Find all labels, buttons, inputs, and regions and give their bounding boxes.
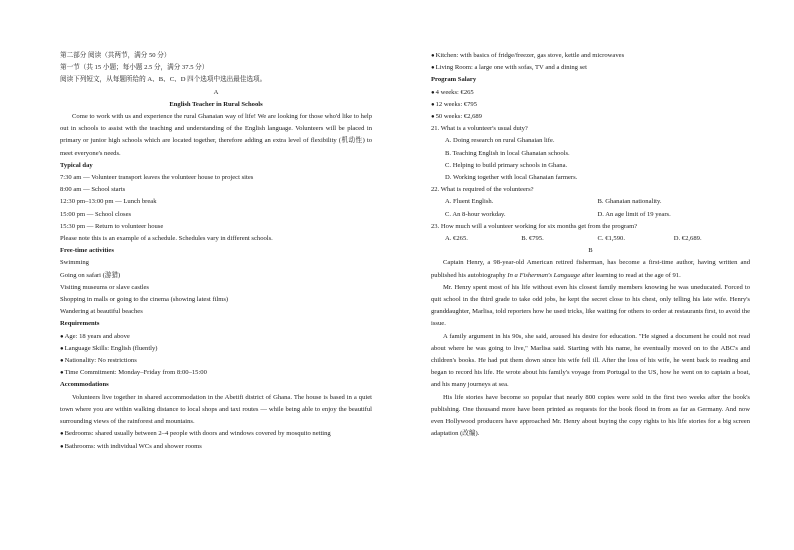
question-22-options-row: [431, 196, 750, 208]
question-21-option: A. Doing research on rural Ghanaian life.: [445, 137, 555, 145]
free-time-item: Swimming: [60, 259, 89, 267]
requirement-item: ● Nationality: No restrictions: [60, 355, 372, 367]
kitchen-item: ● Kitchen: with basics of fridge/freezer, gas stove, kettle and microwaves: [431, 50, 750, 62]
bathrooms-item: ● Bathrooms: with individual WCs and shower rooms: [60, 441, 372, 453]
accommodations-paragraph: Volunteers live together in shared accommodation in the Abetifi district of Ghana. The house is based in a quiet town where you are within walking distance to local shops and taxi routes — while being able to enjoy the beautiful surrounding views of the rainforest and mountains.: [60, 393, 372, 426]
accommodations-heading: Accommodations: [60, 381, 109, 389]
question-21-option: B. Teaching English in local Ghanaian schools.: [445, 149, 570, 157]
question-23-option: A. €265.: [445, 235, 468, 243]
passage-b-paragraph-2: Mr. Henry spent most of his life without even his closest family members knowing he was uneducated. Forced to quit school in the third grade to take odd jobs, he kept the secret close to his chest, only telling his late wife. Henry's granddaughter, Marlisa, told reporters how he used tricks, like waiting for others to order at restaurants first, to avoid the issue.: [431, 283, 750, 328]
schedule-item: 8:00 am — School starts: [60, 186, 126, 194]
schedule-note: Please note this is an example of a schedule. Schedules vary in different schools.: [60, 235, 273, 243]
section-header: 第二部分 阅读（共两节，满分 50 分）: [60, 52, 171, 59]
question-22-option: A. Fluent English.: [445, 198, 494, 206]
intro-paragraph: Come to work with us and experience the rural Ghanaian way of life! We are looking for those who'd like to help out in schools to assist with the teaching and understanding of the English language. Volunteers will be placed in primary or junior high schools which are located together, therefore adding an extra level of flexibility (机动性) to meet everyone's needs.: [60, 113, 372, 157]
question-21-stem: 21. What is a volunteer's usual duty?: [431, 125, 528, 133]
question-21-option: C. Helping to build primary schools in Ghana.: [445, 161, 568, 169]
paragraph-1-text-end: after learning to read at the age of 91.: [580, 271, 681, 279]
question-21-option: D. Working together with local Ghanaian farmers.: [445, 174, 578, 182]
passage-letter-b: B: [588, 247, 593, 255]
left-column: [60, 50, 372, 453]
question-22-options-row: [431, 209, 750, 221]
free-time-item: Going on safari (游猎): [60, 271, 121, 279]
part-header: 第一节（共 15 小题；每小题 2.5 分，满分 37.5 分）: [60, 64, 209, 72]
question-22-option: C. An 8-hour workday.: [445, 210, 506, 218]
requirements-heading: Requirements: [60, 320, 100, 328]
living-room-item: ● Living Room: a large one with sofas, TV and a dining set: [431, 62, 750, 74]
paragraph-1-text-start: Captain Henry, a 98-year-old American retired fisherman, has become a first-time author, having written and published his autobiography: [431, 259, 750, 279]
free-time-item: Wandering at beautiful beaches: [60, 308, 143, 316]
schedule-item: 7:30 am — Volunteer transport leaves the volunteer house to project sites: [60, 174, 254, 182]
bedrooms-item: ● Bedrooms: shared usually between 2–4 people with doors and windows covered by mosquito netting: [60, 428, 372, 440]
passage-b-paragraph-3: A family argument in his 90s, she said, aroused his desire for education. "He signed a document he could not read about where he was going to live," Marlisa said. Starting with his name, he eventually moved on to the ABC's and children's books. He had put them down since his wife fell ill. After the loss of his wife, he went back to reading and began to record his life. He wrote about his family's voyage from Portugal to the US, how he went on to captain a boat, and his many journeys at sea.: [431, 332, 750, 389]
book-title: In a Fisherman's Language: [507, 271, 581, 279]
requirement-item: ● Time Commitment: Monday–Friday from 8:00–15:00: [60, 367, 372, 379]
free-time-item: Shopping in malls or going to the cinema (showing latest films): [60, 296, 229, 304]
question-22-stem: 22. What is required of the volunteers?: [431, 186, 534, 194]
question-22-option: B. Ghanaian nationality.: [597, 198, 662, 206]
question-23-option: D. €2,689.: [673, 235, 702, 243]
salary-item: ● 12 weeks: €795: [431, 99, 750, 111]
passage-b-paragraph-1: [431, 257, 750, 281]
passage-letter-a: A: [213, 88, 219, 96]
question-23-stem: 23. How much will a volunteer working for six months get from the program?: [431, 222, 638, 230]
schedule-item: 15:30 pm — Return to volunteer house: [60, 222, 164, 230]
passage-b-paragraph-4: His life stories have become so popular that nearly 800 copies were sold in the first two weeks after the book's publishing. One thousand more have been printed as requests for the book flood in from as far as Germany. And now even Hollywood producers have approached Mr. Henry about buying the copy rights to his life stories for a big screen adaptation (改编).: [431, 393, 750, 438]
schedule-item: 15:00 pm — School closes: [60, 210, 132, 218]
schedule-item: 12:30 pm–13:00 pm — Lunch break: [60, 198, 157, 206]
instructions: 阅读下列短文，从每题所给的 A、B、C、D 四个选项中选出最佳选项。: [60, 76, 267, 84]
requirement-item: ● Age: 18 years and above: [60, 331, 372, 343]
salary-heading: Program Salary: [431, 76, 477, 84]
typical-day-heading: Typical day: [60, 161, 93, 169]
salary-item: ● 4 weeks: €265: [431, 87, 750, 99]
free-time-heading: Free-time activities: [60, 247, 114, 255]
requirement-item: ● Language Skills: English (fluently): [60, 343, 372, 355]
salary-item: ● 50 weeks: €2,689: [431, 111, 750, 123]
question-23-options-row: [431, 233, 750, 245]
free-time-item: Visiting museums or slave castles: [60, 283, 149, 291]
question-22-option: D. An age limit of 19 years.: [597, 210, 671, 218]
passage-title: English Teacher in Rural Schools: [169, 100, 263, 108]
right-column: [431, 50, 750, 441]
question-23-option: B. €795.: [521, 235, 544, 243]
question-23-option: C. €1,590.: [597, 235, 625, 243]
